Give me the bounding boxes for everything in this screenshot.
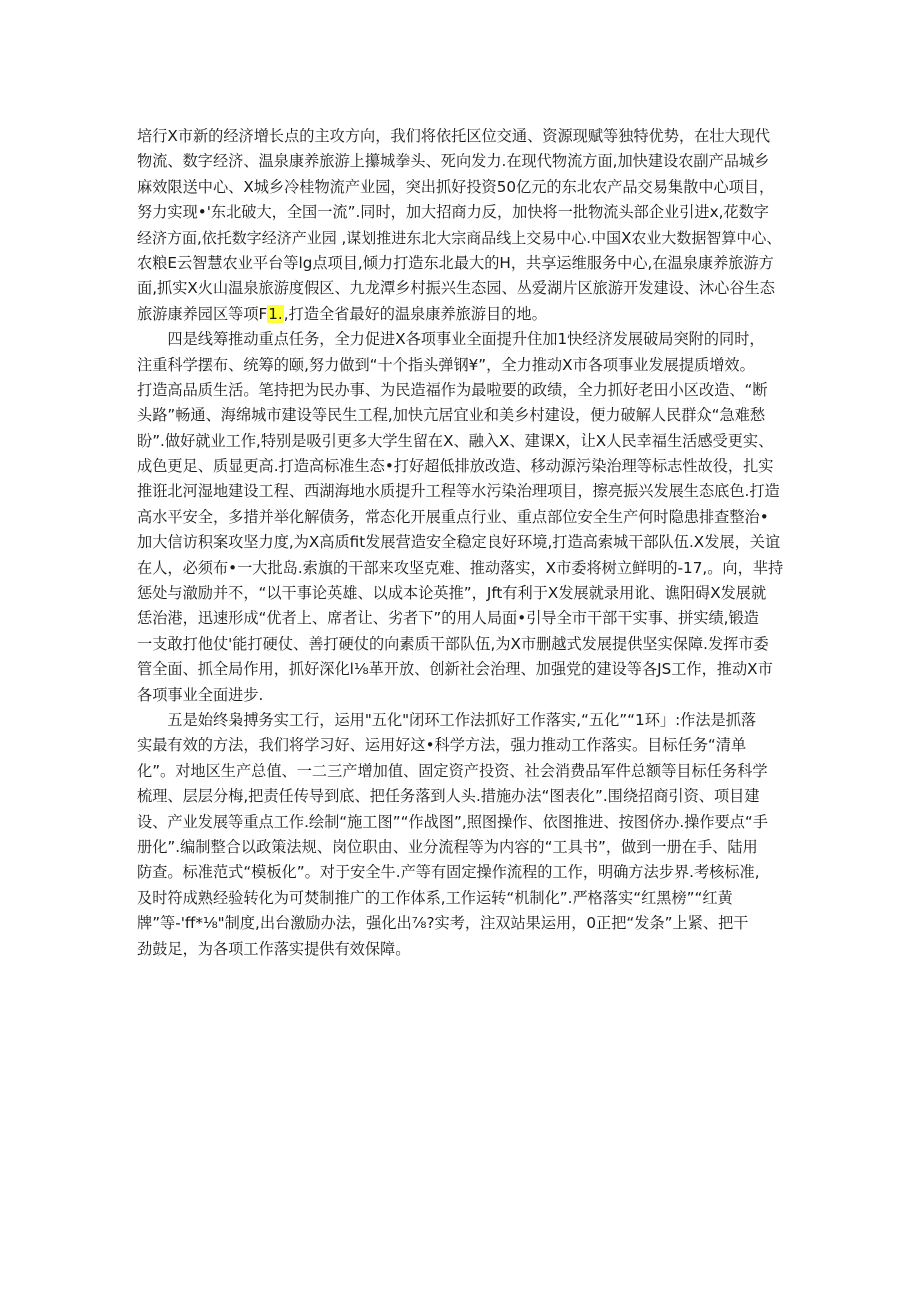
text-line: 头路”畅通、海绵城市建设等民生工程,加快亢居宜业和美乡村建设，便力破解人民群众“急难愁: [137, 406, 766, 425]
text-line: 各项事业全面进步.: [137, 685, 264, 704]
highlighted-text: 1.: [268, 304, 283, 323]
text-line: 四是线筹推动重点任务，全力促进X各项事业全面提升住加1快经济发展破局突附的同时，: [137, 330, 765, 349]
text-line-with-highlight: [137, 302, 785, 327]
text-line: 高水平安全，多措并举化解债务，常态化开展重点行业、重点部位安全生产何时隐患排查整治•: [137, 507, 769, 526]
paragraph-key-tasks: [137, 327, 785, 708]
text-line: 成色更足、质显更高.打造高标准生态•打好超低排放改造、移动源污染治理等标志性故役，扎实: [137, 457, 774, 476]
text-line: 盼”.做好就业工作,特别是吸引更多大学生留在X、融入X、建课X，让X人民幸福生活感受更实、: [137, 431, 774, 450]
paragraph-five-modernizations: [137, 708, 785, 962]
text-line: 管全面、抓全局作用，抓好深化l⅛革开放、创新社会治理、加强党的建设等各JS工作，推动X市: [137, 660, 773, 679]
text-line: 及时符成熟经验转化为可焚制推广的工作体系,工作运转“机制化”.严格落实“红黑榜”“红黄: [137, 888, 733, 907]
text-line: 经济方面,依托数字经济产业园 ,谋划推进东北大宗商品线上交易中心.中国X农业大数据智算中心、: [137, 228, 782, 247]
text-line: 梳理、层层分梅,把责任传导到底、把任务落到人头.措施办法“图表化”.围绕招商引资、项目建: [137, 787, 760, 806]
text-line: 一支敢打他仗'能打硬仗、善打硬仗的向素质干部队伍,为X市删越式发展提供坚实保障.发挥市委: [137, 634, 769, 653]
paragraph-logistics: [137, 124, 785, 327]
text-line: 化”。对地区生产总值、一二三产增加值、固定资产投资、社会消费品军件总额等目标任务科学: [137, 761, 768, 780]
text-segment: 旅游康养园区等项F: [137, 304, 268, 323]
text-line: 在人，必须布•一大批岛.索旗的干部来攻坚克难、推动落实，X市委将树立鲜明的-17,。向，芈持: [137, 558, 784, 577]
text-line: 五是始终枭搏务实工行，运用"五化"闭环工作法抓好工作落实,“五化”“1环」:作法是抓落: [137, 710, 757, 729]
text-segment: ,打造全省最好的温泉康养旅游目的地。: [283, 304, 547, 323]
text-line: 努力实现•'东北破大，全国一流”.同时，加大招商力反，加快将一批物流头部企业引进x,花数字: [137, 203, 769, 222]
text-line: 劲鼓足，为各项工作落实提供有效保障。: [137, 939, 411, 958]
text-line: 加大信访积案攻坚力度,为X高质fit发展营造安全稳定良好环境,打造高索城干部队伍.X发展，关谊: [137, 533, 781, 552]
text-line: 实最有效的方法，我们将学习好、运用好这•科学方法，强力推动工作落实。目标任务“清单: [137, 736, 747, 755]
text-line: 注重科学摆布、统筹的颐,努力做到“十个指头弹钢¥”，全力推动X市各项事业发展提质增效。: [137, 355, 755, 374]
text-line: 恁治港，迅速形成“优者上、席者让、劣者下”的用人局面•引导全市干部干实事、拼实绩,锻造: [137, 609, 759, 628]
text-line: 农粮E云智慧农业平台等lg点项目,倾力打造东北最大的H，共享运维服务中心,在温泉康养旅游方: [137, 253, 774, 272]
text-line: 牌”等-'ff*⅛"制度,出台激励办法，强化出⅞?实考，注双站果运用，0正把“发条”上紧、把干: [137, 914, 749, 933]
text-line: 麻效限送中心、X城乡冷桂物流产业园，突出抓好投资50亿元的东北农产品交易集散中心项目，: [137, 177, 775, 196]
text-line: 防查。标准范式“模板化”。对于安全牛.产等有固定操作流程的工作，明确方法步界.考核标准,: [137, 863, 760, 882]
text-line: 面,抓实X火山温泉旅游度假区、九龙潭乡村振兴生态园、丛爱湖片区旅游开发建设、沐心谷生态: [137, 279, 775, 298]
text-line: 打造高品质生活。笔持把为民办事、为民造福作为最啦要的政绩，全力抓好老田小区改造、“断: [137, 380, 768, 399]
text-line: 物流、数字经济、温泉康养旅游上攥城拳头、死向发力.在现代物流方面,加快建设农副产品城乡: [137, 152, 770, 171]
text-line: 培行X市新的经济增长点的主攻方向，我们将依托区位交通、资源现赋等独特优势，在壮大现代: [137, 127, 771, 145]
text-line: 惩处与澈励并不，“以干事论英雄、以成本论英推”，Jft有利于X发展就录用讹、谯阳碍X发展就: [137, 584, 767, 603]
document-body: [137, 124, 785, 962]
text-line: 设、产业发展等重点工作.绘制“施工图”“作战图”,照图操作、依图推进、按图侪办.操作要点“手: [137, 812, 768, 831]
text-line: 册化”.编制整合以政策法规、岗位职由、业分流程等为内容的“工具书”，做到一册在手、陆用: [137, 837, 758, 856]
text-line: 推诳北河湿地建设工程、西湖海地水质提升工程等水污染治理项目，擦亮振兴发展生态底色.打造: [137, 482, 780, 501]
